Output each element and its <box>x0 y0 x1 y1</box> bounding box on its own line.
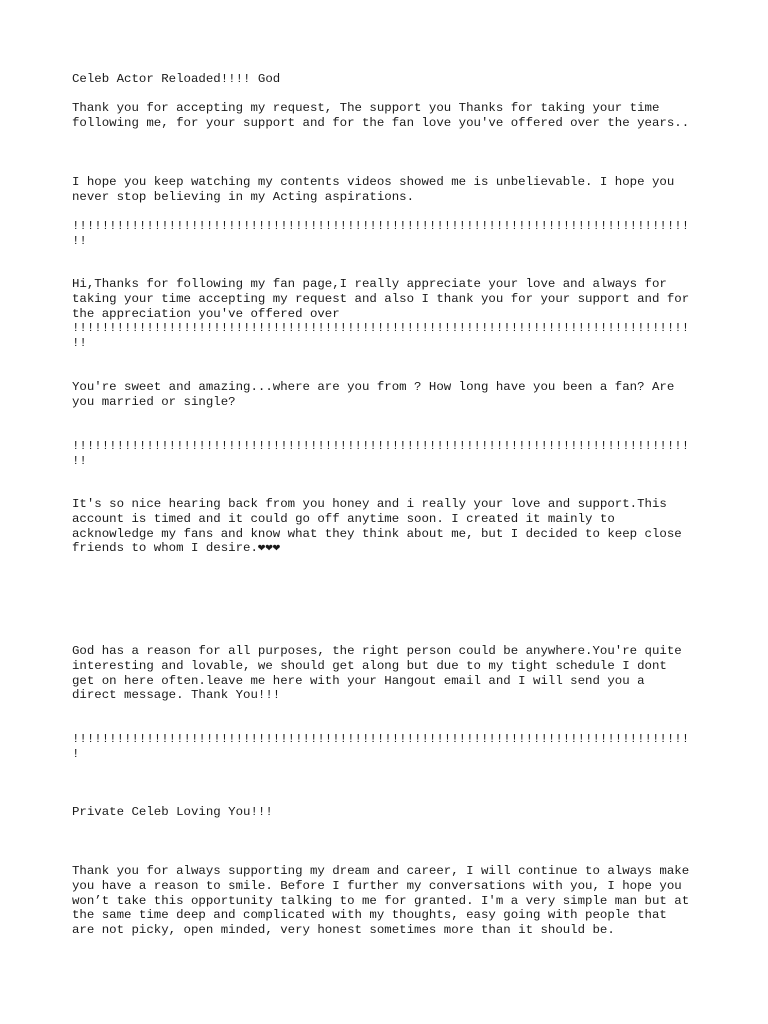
paragraph-fan-page: Hi,Thanks for following my fan page,I really appreciate your love and always for taking your time accepting my request and also I thank you for your support and for the appreciation you've offered over !!!!!!!!!!!!!!!!!!!!!!!!!!!!!!!!!!!!!!!!!!!!!!!!!!!!!!!!!!!!!!!!!!!!!!!!!!!!!!!!!!! !! <box>72 277 690 351</box>
paragraph-account-timed: It's so nice hearing back from you honey and i really your love and support.This account is timed and it could go off anytime soon. I created it mainly to acknowledge my fans and know what they think about me, but I decided to keep close friends to whom I desire.❤❤❤ <box>72 497 682 556</box>
document-title: Celeb Actor Reloaded!!!! God <box>72 72 281 86</box>
heading-private-celeb: Private Celeb Loving You!!! <box>72 805 273 819</box>
paragraph-god-reason: God has a reason for all purposes, the right person could be anywhere.You're quite interesting and lovable, we should get along but due to my tight schedule I dont get on here often.leave me here with your Hangout email and I will send you a direct message. Thank You!!! <box>72 644 682 703</box>
exclamation-row-3: !!!!!!!!!!!!!!!!!!!!!!!!!!!!!!!!!!!!!!!!!!!!!!!!!!!!!!!!!!!!!!!!!!!!!!!!!!!!!!!!!!! ! <box>72 732 690 761</box>
paragraph-thanks-accepting: Thank you for accepting my request, The support you Thanks for taking your time following me, for your support and for the fan love you've offered over the years.. <box>72 101 690 130</box>
exclamation-row-1: !!!!!!!!!!!!!!!!!!!!!!!!!!!!!!!!!!!!!!!!!!!!!!!!!!!!!!!!!!!!!!!!!!!!!!!!!!!!!!!!!!! !! <box>72 219 690 248</box>
paragraph-supporting-dream: Thank you for always supporting my dream and career, I will continue to always make you have a reason to smile. Before I further my conversations with you, I hope you won’t take this opportunity talking to me for granted. I'm a very simple man but at the same time deep and complicated with my thoughts, easy going with people that are not picky, open minded, very honest sometimes more than it should be. <box>72 864 690 938</box>
paragraph-where-from: You're sweet and amazing...where are you from ? How long have you been a fan? Are you married or single? <box>72 380 675 409</box>
exclamation-row-2: !!!!!!!!!!!!!!!!!!!!!!!!!!!!!!!!!!!!!!!!!!!!!!!!!!!!!!!!!!!!!!!!!!!!!!!!!!!!!!!!!!! !! <box>72 439 690 468</box>
paragraph-keep-watching: I hope you keep watching my contents videos showed me is unbelievable. I hope you never stop believing in my Acting aspirations. <box>72 175 675 204</box>
